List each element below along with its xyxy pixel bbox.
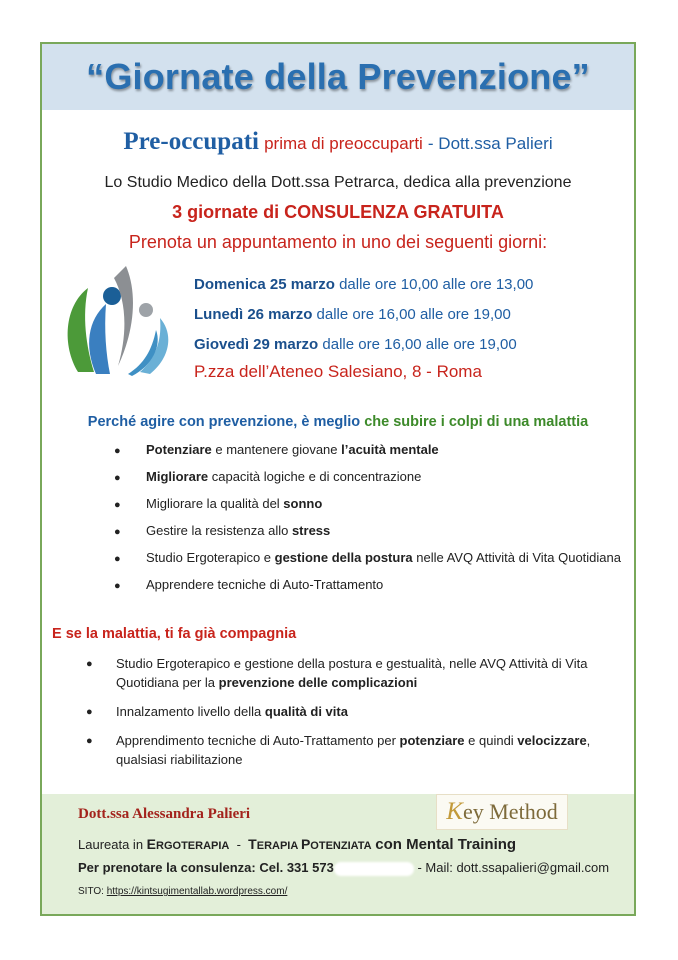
motto-rest: prima di preoccuparti: [264, 134, 423, 153]
list-item: ● Migliorare la qualità del sonno: [114, 496, 323, 511]
list-item: ● Studio Ergoterapico e gestione della postura e gestualità, nelle AVQ Attività di Vita Quotidiana per la prevenzione delle complicazioni: [86, 656, 588, 690]
companion-heading: E se la malattia, ti fa già compagnia: [52, 626, 297, 642]
bullet-icon: ●: [114, 526, 121, 538]
bullet-icon: ●: [114, 445, 121, 457]
date-row: Domenica 25 marzo dalle ore 10,00 alle ore 13,00: [194, 276, 534, 293]
companion-list: [84, 654, 632, 779]
motto-bold: Pre-occupati: [123, 128, 259, 155]
date-list: [194, 270, 533, 360]
address: P.zza dell’Ateneo Salesiano, 8 - Roma: [194, 362, 482, 381]
list-item: ● Innalzamento livello della qualità di vita: [84, 702, 632, 721]
bullet-icon: ●: [86, 706, 93, 718]
intro-text: Lo Studio Medico della Dott.ssa Petrarca, dedica alla prevenzione: [104, 174, 572, 191]
list-item: ● Potenziare e mantenere giovane l’acuità mentale: [114, 442, 439, 457]
motto-author: - Dott.ssa Palieri: [427, 134, 553, 153]
bullet-icon: ●: [86, 658, 93, 670]
flyer: [40, 42, 636, 916]
bullet-icon: ●: [114, 472, 121, 484]
phone-number: 331 573: [286, 860, 334, 875]
page-title: “Giornate della Prevenzione”: [86, 56, 590, 97]
date-row: Lunedì 26 marzo dalle ore 16,00 alle ore 19,00: [194, 306, 511, 323]
booking-prompt: Prenota un appuntamento in uno dei seguenti giorni:: [128, 232, 548, 252]
list-item: ● Gestire la resistenza allo stress: [114, 523, 331, 538]
list-item: ● Apprendimento tecniche di Auto-Trattamento per potenziare e quindi velocizzare, qualsiasi riabilitazione: [86, 733, 591, 767]
wellness-logo-icon: [56, 254, 172, 384]
why-heading: Perché agire con prevenzione, è meglio che subire i colpi di una malattia: [87, 414, 589, 430]
contact-line: Per prenotare la consulenza: Cel. 331 573 - Mail: dott.ssapalieri@gmail.com: [78, 860, 610, 875]
bullet-icon: ●: [114, 580, 121, 592]
list-item: ● Migliorare capacità logiche e di concentrazione: [114, 469, 422, 484]
site-link[interactable]: https://kintsugimentallab.wordpress.com/: [106, 886, 288, 897]
bullet-icon: ●: [86, 735, 93, 747]
highlight-text: 3 giornate di CONSULENZA GRATUITA: [172, 202, 504, 222]
doctor-name: Dott.ssa Alessandra Palieri: [78, 806, 251, 822]
degree-line: Laureata in ERGOTERAPIA - TERAPIA POTENZIATA con Mental Training: [78, 836, 517, 853]
date-row: Giovedì 29 marzo dalle ore 16,00 alle ore 19,00: [194, 336, 517, 353]
list-item: ● Studio Ergoterapico e gestione della postura nelle AVQ Attività di Vita Quotidiana: [114, 550, 621, 565]
title-band: [42, 44, 634, 110]
email: - Mail: dott.ssapalieri@gmail.com: [417, 860, 610, 875]
motto: [42, 128, 634, 156]
benefits-list: [114, 442, 634, 604]
footer: [42, 794, 634, 914]
site-line: SITO: https://kintsugimentallab.wordpress.com/: [78, 886, 288, 897]
bullet-icon: ●: [114, 553, 121, 565]
list-item: ● Apprendere tecniche di Auto-Trattamento: [114, 577, 384, 592]
redaction: [334, 862, 414, 876]
key-method-logo: Key Method: [436, 794, 568, 830]
bullet-icon: ●: [114, 499, 121, 511]
